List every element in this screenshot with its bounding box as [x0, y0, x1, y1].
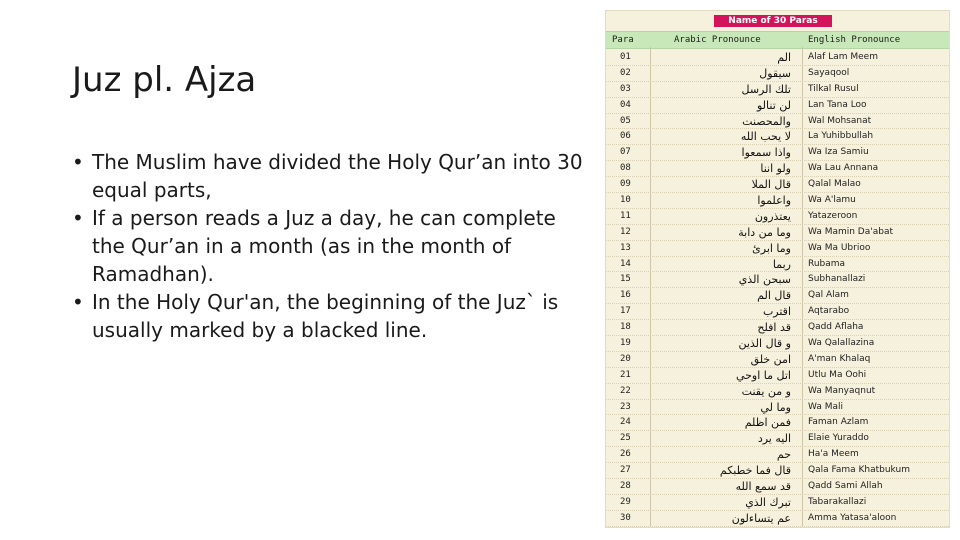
english-name: Qadd Aflaha	[808, 322, 864, 333]
para-number: 03	[620, 83, 631, 94]
arabic-name: قد افلح	[757, 321, 791, 335]
bullet-item: • The Muslim have divided the Holy Qur’an into 30 equal parts,	[72, 148, 592, 204]
para-number: 22	[620, 385, 631, 396]
table-row	[606, 209, 949, 225]
table-row	[606, 288, 949, 304]
para-number: 09	[620, 179, 631, 190]
english-name: Sayaqool	[808, 67, 850, 78]
table-row	[606, 50, 949, 66]
slide-title: Juz pl. Ajza	[72, 60, 257, 100]
para-number: 27	[620, 465, 631, 476]
table-row	[606, 352, 949, 368]
arabic-name: عم يتساءلون	[731, 511, 791, 525]
table-row	[606, 336, 949, 352]
para-number: 08	[620, 163, 631, 174]
arabic-name: قد سمع الله	[735, 480, 791, 494]
para-number: 29	[620, 496, 631, 507]
para-number: 19	[620, 338, 631, 349]
table-row	[606, 320, 949, 336]
para-number: 02	[620, 67, 631, 78]
table-body	[606, 50, 949, 527]
para-number: 13	[620, 242, 631, 253]
english-name: Wal Mohsanat	[808, 115, 872, 126]
table-row	[606, 272, 949, 288]
english-name: Rubama	[808, 258, 846, 269]
table-row	[606, 241, 949, 257]
arabic-name: فمن اظلم	[744, 416, 791, 430]
table-row	[606, 400, 949, 416]
english-name: Wa Mamin Da'abat	[808, 226, 894, 237]
english-name: Wa A'lamu	[808, 195, 856, 206]
table-row	[606, 161, 949, 177]
para-number: 21	[620, 369, 631, 380]
para-number: 01	[620, 52, 631, 62]
para-number: 16	[620, 290, 631, 301]
arabic-name: حم	[776, 448, 791, 462]
table-header	[606, 31, 949, 49]
arabic-name: وما من دابة	[738, 225, 791, 239]
table-row	[606, 415, 949, 431]
arabic-name: سيقول	[759, 66, 791, 80]
arabic-name: قال الملا	[751, 178, 791, 192]
para-number: 07	[620, 147, 631, 158]
table-row	[606, 225, 949, 241]
english-name: Tabarakallazi	[808, 496, 867, 507]
para-number: 04	[620, 99, 631, 110]
english-name: Faman Azlam	[808, 417, 869, 428]
english-name: Qalal Malao	[808, 179, 861, 190]
bullet-list	[72, 148, 592, 344]
table-row	[606, 114, 949, 130]
para-number: 15	[620, 274, 631, 285]
arabic-name: سبحن الذي	[738, 273, 791, 287]
table-row	[606, 98, 949, 114]
para-number: 14	[620, 258, 631, 269]
table-row	[606, 479, 949, 495]
header-arabic: Arabic Pronounce	[674, 35, 761, 45]
arabic-name: يعتذرون	[754, 209, 791, 223]
para-number: 30	[620, 512, 631, 523]
english-name: Qadd Sami Allah	[808, 481, 883, 492]
table-row	[606, 82, 949, 98]
english-name: Subhanallazi	[808, 274, 866, 285]
para-number: 12	[620, 226, 631, 237]
english-name: Wa Mali	[808, 401, 843, 412]
english-name: Utlu Ma Oohi	[808, 369, 867, 380]
arabic-name: امن خلق	[750, 352, 791, 366]
arabic-name: والمحصنت	[742, 114, 791, 128]
arabic-name: تبرك الذي	[745, 495, 791, 509]
bullet-item: • If a person reads a Juz a day, he can complete the Qur’an in a month (as in the month of Ramadhan).	[72, 204, 592, 288]
table-row	[606, 145, 949, 161]
para-number: 17	[620, 306, 631, 317]
english-name: Alaf Lam Meem	[808, 52, 878, 62]
para-number: 18	[620, 322, 631, 333]
arabic-name: واعلموا	[757, 194, 791, 208]
arabic-name: وما ابرئ	[752, 241, 791, 255]
english-name: Wa Iza Samiu	[808, 147, 869, 158]
para-number: 23	[620, 401, 631, 412]
english-name: A'man Khalaq	[808, 353, 871, 364]
arabic-name: ربما	[772, 257, 791, 271]
header-english: English Pronounce	[808, 35, 901, 45]
english-name: Ha'a Meem	[808, 449, 859, 460]
para-number: 25	[620, 433, 631, 444]
table-row	[606, 304, 949, 320]
para-number: 06	[620, 131, 631, 142]
english-name: Wa Qalallazina	[808, 338, 875, 349]
arabic-name: واذا سمعوا	[741, 146, 791, 160]
arabic-name: الم	[777, 51, 791, 64]
arabic-name: قال الم	[757, 289, 791, 303]
arabic-name: لا يحب الله	[740, 130, 791, 144]
arabic-name: اقترب	[762, 305, 791, 319]
arabic-name: لن تنالو	[757, 98, 791, 112]
arabic-name: وما لي	[760, 400, 791, 414]
arabic-name: اليه يرد	[757, 432, 791, 446]
english-name: Qal Alam	[808, 290, 849, 301]
para-number: 26	[620, 449, 631, 460]
para-number: 24	[620, 417, 631, 428]
english-name: Lan Tana Loo	[808, 99, 867, 110]
arabic-name: و قال الذين	[738, 337, 791, 351]
table-row	[606, 495, 949, 511]
para-number: 05	[620, 115, 631, 126]
table-row	[606, 463, 949, 479]
table-row	[606, 129, 949, 145]
english-name: Wa Manyaqnut	[808, 385, 876, 396]
para-number: 28	[620, 481, 631, 492]
english-name: Elaie Yuraddo	[808, 433, 869, 444]
english-name: Yatazeroon	[808, 210, 858, 221]
arabic-name: تلك الرسل	[741, 82, 791, 96]
table-row	[606, 384, 949, 400]
english-name: Amma Yatasa'aloon	[808, 512, 897, 523]
table-row	[606, 177, 949, 193]
english-name: Tilkal Rusul	[808, 83, 859, 94]
english-name: Qala Fama Khatbukum	[808, 465, 910, 476]
table-row	[606, 193, 949, 209]
arabic-name: ولو اننا	[760, 162, 791, 176]
english-name: La Yuhibbullah	[808, 131, 874, 142]
table-row	[606, 66, 949, 82]
para-number: 11	[620, 210, 631, 221]
table-row	[606, 257, 949, 273]
english-name: Aqtarabo	[808, 306, 850, 317]
english-name: Wa Lau Annana	[808, 163, 879, 174]
arabic-name: و من يقنت	[741, 384, 791, 398]
arabic-name: قال فما خطبكم	[719, 464, 791, 478]
header-para: Para	[612, 35, 634, 45]
table-row	[606, 447, 949, 463]
table-row	[606, 431, 949, 447]
bullet-item: • In the Holy Qur'an, the beginning of the Juz` is usually marked by a blacked line.	[72, 288, 592, 344]
table-row	[606, 511, 949, 527]
arabic-name: اتل ما اوحي	[735, 368, 791, 382]
table-row	[606, 368, 949, 384]
table-banner: Name of 30 Paras	[714, 15, 832, 27]
para-names-table-image	[605, 10, 950, 528]
para-number: 20	[620, 353, 631, 364]
para-number: 10	[620, 195, 631, 206]
english-name: Wa Ma Ubrioo	[808, 242, 871, 253]
